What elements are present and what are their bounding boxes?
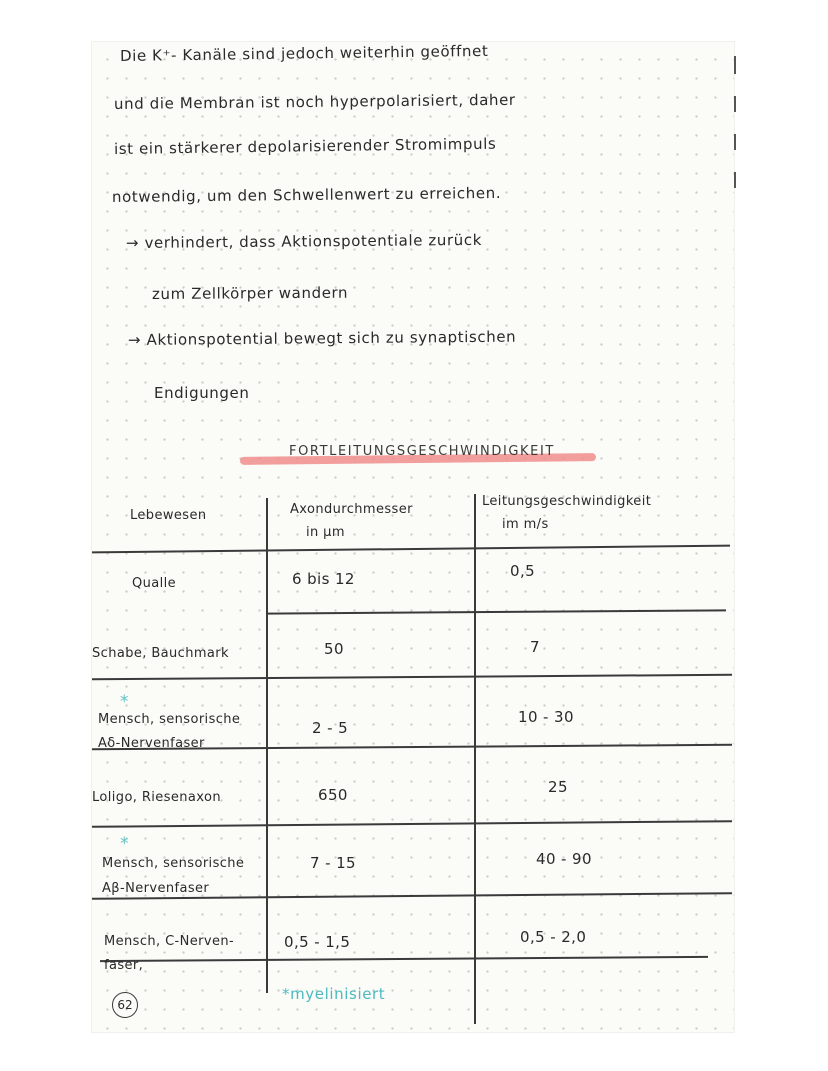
row-5-myelin-star: * [120, 834, 129, 854]
table-title: FORTLEITUNGSGESCHWINDIGKEIT [289, 444, 555, 459]
note-line-1: Die K⁺- Kanäle sind jedoch weiterhin geöffnet [119, 41, 489, 65]
table-divider-2 [474, 494, 476, 1024]
binder-mark-2 [734, 96, 736, 112]
note-line-7: → Aktionspotential bewegt sich zu synaptischen [127, 327, 517, 349]
row-2-diameter: 50 [324, 640, 344, 658]
header-speed-unit: im m/s [502, 517, 549, 532]
note-line-6: zum Zellkörper wandern [151, 283, 349, 303]
header-diameter-unit: in µm [306, 525, 345, 540]
note-line-8: Endigungen [154, 384, 250, 402]
table-row-rule-1 [266, 609, 726, 614]
row-6-speed: 0,5 - 2,0 [520, 928, 587, 946]
row-3-organism-line2: Aδ-Nervenfaser [98, 736, 205, 751]
row-6-organism: Mensch, C-Nerven- [104, 934, 235, 949]
header-speed: Leitungsgeschwindigkeit [482, 494, 652, 509]
note-line-5: → verhindert, dass Aktionspotentiale zurück [125, 230, 483, 252]
row-4-diameter: 650 [318, 786, 348, 804]
table-divider-1 [266, 498, 268, 993]
row-3-organism: Mensch, sensorische [98, 712, 241, 727]
row-3-diameter: 2 - 5 [312, 719, 349, 737]
row-3-myelin-star: * [120, 692, 129, 712]
table-row-rule-6 [100, 956, 708, 962]
row-1-organism: Qualle [132, 576, 177, 591]
table-header-rule [92, 545, 730, 553]
row-5-organism: Mensch, sensorische [102, 856, 245, 871]
row-2-organism: Schabe, Bauchmark [92, 646, 229, 661]
row-4-speed: 25 [548, 778, 568, 796]
row-1-speed: 0,5 [510, 562, 536, 580]
row-4-organism: Loligo, Riesenaxon [92, 790, 221, 805]
binder-mark-1 [734, 56, 736, 74]
row-6-organism-line2: faser, [104, 958, 144, 973]
table-row-rule-4 [92, 820, 732, 827]
row-5-diameter: 7 - 15 [310, 854, 356, 872]
row-2-speed: 7 [530, 638, 540, 656]
header-diameter: Axondurchmesser [290, 502, 413, 517]
row-5-speed: 40 - 90 [536, 850, 592, 868]
page-number: 62 [112, 992, 138, 1018]
table-row-rule-2 [92, 674, 732, 680]
notebook-page [92, 42, 734, 1032]
row-6-diameter: 0,5 - 1,5 [284, 933, 351, 951]
note-line-3: ist ein stärkerer depolarisierender Stromimpuls [113, 134, 497, 158]
header-organism: Lebewesen [130, 508, 207, 523]
note-line-4: notwendig, um den Schwellenwert zu erreichen. [111, 183, 502, 206]
row-3-speed: 10 - 30 [518, 708, 574, 726]
row-1-diameter: 6 bis 12 [292, 570, 355, 588]
myelin-footnote: *myelinisiert [282, 985, 386, 1003]
row-5-organism-line2: Aβ-Nervenfaser [102, 881, 210, 896]
binder-mark-3 [734, 134, 736, 150]
binder-mark-4 [734, 172, 736, 188]
note-line-2: und die Membran ist noch hyperpolarisiert, daher [113, 90, 516, 113]
